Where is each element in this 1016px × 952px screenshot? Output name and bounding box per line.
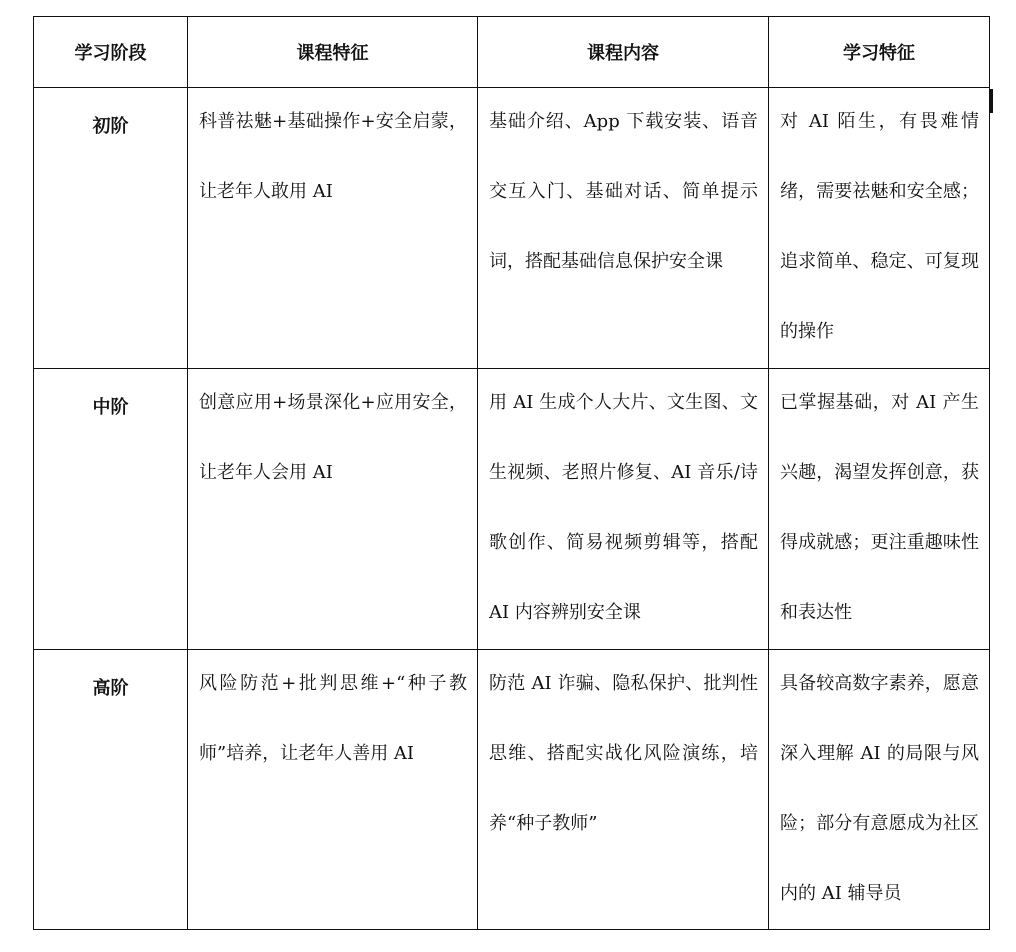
course-content-cell (478, 650, 769, 930)
learning-feature-cell (769, 650, 990, 930)
course-content-cell (478, 369, 769, 650)
stage-cell: 高阶 (34, 650, 188, 930)
learning-feature-cell (769, 369, 990, 650)
header-learning-feature: 学习特征 (769, 17, 990, 88)
course-feature-cell (188, 369, 478, 650)
table-body (34, 88, 990, 930)
course-feature-text: 创意应用+场景深化+应用安全，让老年人会用 AI (199, 392, 467, 483)
course-feature-text: 科普祛魅+基础操作+安全启蒙，让老年人敢用 AI (199, 111, 467, 202)
stage-cell: 中阶 (34, 369, 188, 650)
course-content-text: 基础介绍、App 下载安装、语音交互入门、基础对话、简单提示词，搭配基础信息保护安全课 (489, 111, 758, 272)
stage-cell: 初阶 (34, 88, 188, 369)
course-feature-text: 风险防范+批判思维+“种子教师”培养，让老年人善用 AI (199, 673, 467, 764)
header-learning-stage: 学习阶段 (34, 17, 188, 88)
course-feature-cell (188, 88, 478, 369)
learning-feature-cell (769, 88, 990, 369)
header-row (34, 17, 990, 88)
learning-feature-text: 具备较高数字素养，愿意深入理解 AI 的局限与风险；部分有意愿成为社区内的 AI 辅导员 (780, 673, 979, 904)
table-row-intermediate (34, 369, 990, 650)
learning-feature-text: 对 AI 陌生，有畏难情绪，需要祛魅和安全感；追求简单、稳定、可复现的操作 (780, 111, 979, 342)
table-row-beginner (34, 88, 990, 369)
table-row-advanced (34, 650, 990, 930)
course-content-cell (478, 88, 769, 369)
learning-feature-text: 已掌握基础，对 AI 产生兴趣，渴望发挥创意，获得成就感；更注重趣味性和表达性 (780, 392, 979, 623)
course-content-text: 防范 AI 诈骗、隐私保护、批判性思维、搭配实战化风险演练，培养“种子教师” (489, 673, 758, 834)
header-course-content: 课程内容 (478, 17, 769, 88)
table-header (34, 17, 990, 88)
course-feature-cell (188, 650, 478, 930)
course-stage-table (33, 16, 990, 930)
text-cursor (990, 89, 993, 113)
header-course-feature: 课程特征 (188, 17, 478, 88)
course-content-text: 用 AI 生成个人大片、文生图、文生视频、老照片修复、AI 音乐/诗歌创作、简易视频剪辑等，搭配 AI 内容辨别安全课 (489, 392, 758, 623)
course-table-container (33, 16, 989, 930)
